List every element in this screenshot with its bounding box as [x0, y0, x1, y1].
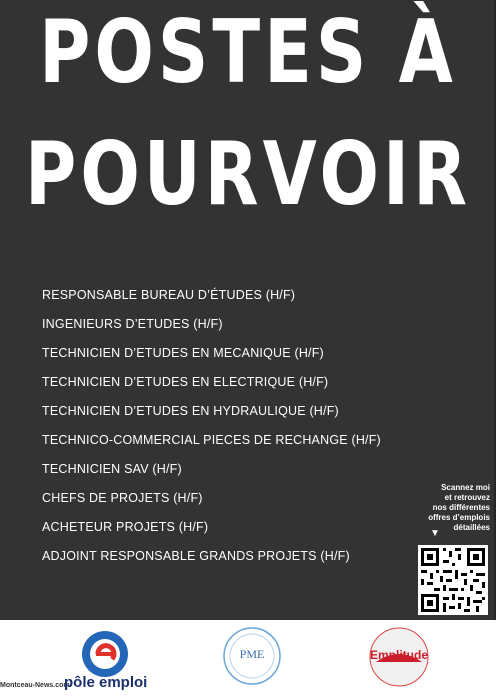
job-item: TECHNICIEN D’ETUDES EN ELECTRIQUE (H/F) — [42, 375, 329, 389]
job-item: TECHNICIEN SAV (H/F) — [42, 462, 182, 476]
arrow-down-icon: ▼ — [430, 528, 440, 539]
pme-logo — [222, 626, 282, 686]
title-line-1: POSTES À — [39, 0, 457, 103]
job-item: INGENIEURS D’ETUDES (H/F) — [42, 317, 223, 331]
qr-caption-line: et retrouvez — [444, 493, 490, 502]
job-item: CHEFS DE PROJETS (H/F) — [42, 491, 203, 505]
qr-caption-line: Scannez moi — [441, 483, 490, 492]
job-item: ACHETEUR PROJETS (H/F) — [42, 520, 209, 534]
pole-emploi-text: pôle emploi — [64, 674, 148, 691]
job-item: RESPONSABLE BUREAU D’ÉTUDES (H/F) — [42, 288, 296, 302]
job-item: TECHNICIEN D’ETUDES EN HYDRAULIQUE (H/F) — [42, 404, 339, 418]
qr-code-icon[interactable] — [418, 545, 488, 615]
title-line-2: POURVOIR — [25, 122, 471, 225]
job-item: ADJOINT RESPONSABLE GRANDS PROJETS (H/F) — [42, 549, 350, 563]
job-list — [42, 285, 381, 575]
job-item: TECHNICO-COMMERCIAL PIECES DE RECHANGE (H/F) — [42, 433, 381, 447]
qr-caption — [412, 483, 490, 533]
emplitude-logo — [366, 626, 432, 688]
qr-caption-line: offres d’emplois — [428, 513, 490, 522]
job-item: TECHNICIEN D’ETUDES EN MECANIQUE (H/F) — [42, 346, 324, 360]
qr-caption-line: détaillées — [453, 523, 490, 532]
pme-logo-text: PME — [239, 647, 265, 661]
credit-text: Montceau-News.com — [0, 682, 70, 689]
qr-caption-line: nos différentes — [432, 503, 490, 512]
emplitude-logo-text: Emplitude — [369, 648, 429, 662]
logo-bar — [0, 620, 496, 700]
